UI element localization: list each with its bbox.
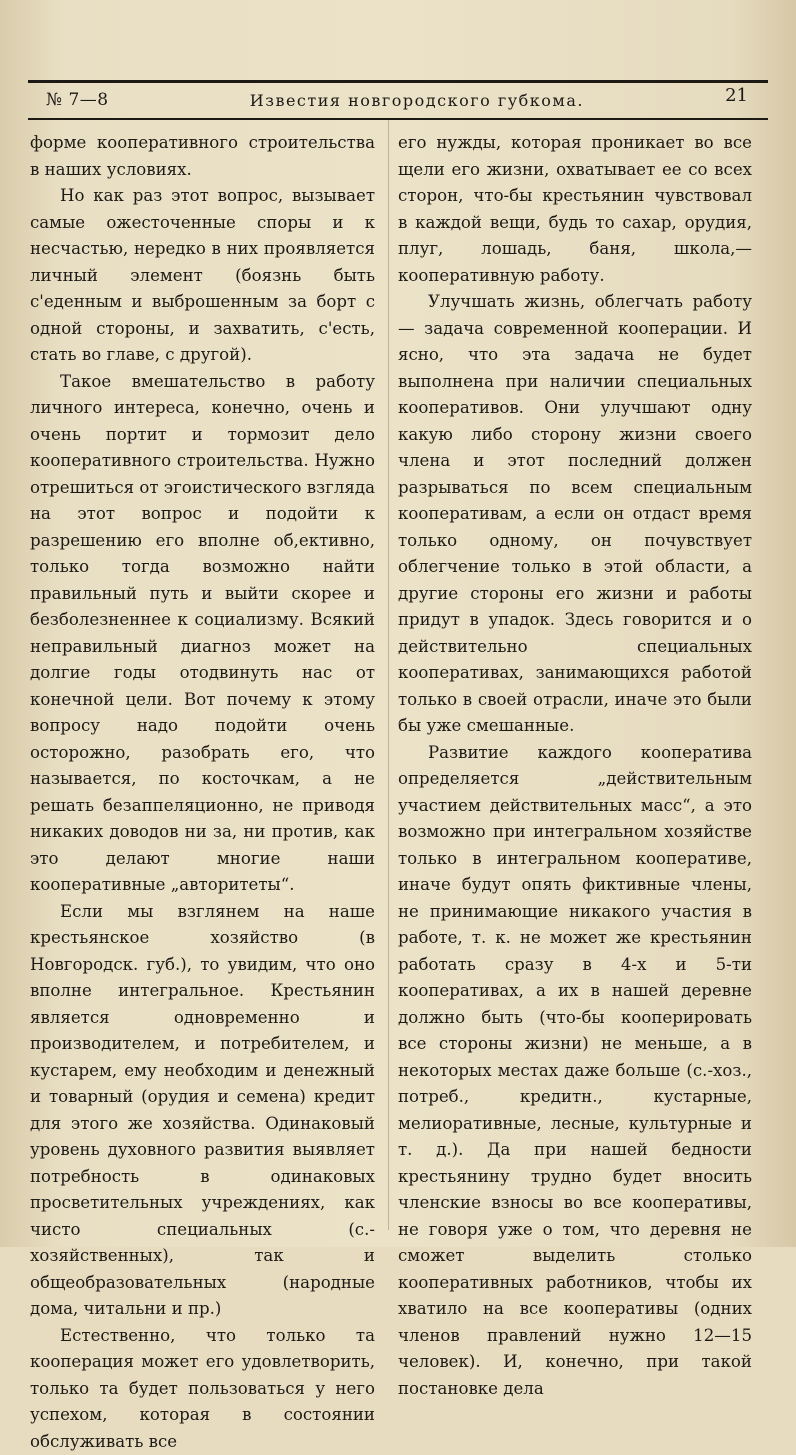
journal-title: Известия новгородского губкома. [250, 91, 584, 110]
paragraph: Развитие каждого кооператива определяется „действительным участием действительных масс“, а это возможно при интегральном хозяйстве только в интегральном кооперативе, иначе будут опять фиктивные члены, не принимающие никакого участия в работе, т. к. не может же крестьянин работать сразу в 4-х и 5-ти кооперативах, а их в нашей деревне должно быть (что-бы кооперировать все стороны жизни) не меньше, а в некоторых местах даже больше (с.-хоз., потреб., кредитн., кустарные, мелиоративные, лесные, культурные и т. д.). Да при нашей бедности крестьянину трудно будет вносить членские взносы во все кооперативы, не говоря уже о том, что деревня не сможет выделить столько кооперативных работников, чтобы их хватило на все кооперативы (одних членов правлений нужно 12—15 человек). И, конечно, при такой постановке дела [398, 740, 752, 1403]
left-column [30, 130, 375, 1455]
paragraph: Если мы взглянем на наше крестьянское хозяйство (в Новгородск. губ.), то увидим, что оно вполне интегральное. Крестьянин является одновременно и производителем, и потребителем, и кустарем, ему необходим и денежный и товарный (орудия и семена) кредит для этого же хозяйства. Одинаковый уровень духовного развития выявляет потребность в одинаковых просветительных учреждениях, как чисто специальных (с.-хозяйственных), так и общеобразовательных (народные дома, читальни и пр.) [30, 899, 375, 1323]
running-header [28, 84, 768, 116]
paragraph: Такое вмешательство в работу личного интереса, конечно, очень и очень портит и тормозит дело кооперативного строительства. Нужно отрешиться от эгоистического взгляда на этот вопрос и подойти к разрешению его вполне об,ективно, только тогда возможно найти правильный путь и выйти скорее и безболезненнее к социализму. Всякий неправильный диагноз может на долгие годы отодвинуть нас от конечной цели. Вот почему к этому вопросу надо подойти очень осторожно, разобрать его, что называется, по косточкам, а не решать безаппеляционно, не приводя никаких доводов ни за, ни против, как это делают многие наши кооперативные „авторитеты“. [30, 369, 375, 899]
paragraph: Естественно, что только та кооперация может его удовлетворить, только та будет пользоваться у него успехом, которая в состоянии обслуживать все [30, 1323, 375, 1455]
header-bottom-rule [28, 118, 768, 120]
paragraph: его нужды, которая проникает во все щели его жизни, охватывает ее со всех сторон, что-бы крестьянин чувствовал в каждой вещи, будь то сахар, орудия, плуг, лошадь, баня, школа,— кооперативную работу. [398, 130, 752, 289]
header-top-rule [28, 80, 768, 83]
paragraph: Улучшать жизнь, облегчать работу— задача современной кооперации. И ясно, что эта задача не будет выполнена при наличии специальных кооперативов. Они улучшают одну какую либо сторону жизни своего члена и этот последний должен разрываться по всем специальным кооперативам, а если он отдаст время только одному, он почувствует облегчение только в этой области, а другие стороны его жизни и работы придут в упадок. Здесь говорится и о действительно специальных кооперативах, занимающихся работой только в своей отрасли, иначе это были бы уже смешанные. [398, 289, 752, 740]
paragraph: форме кооперативного строительства в наших условиях. [30, 130, 375, 183]
page-number: 21 [725, 85, 748, 106]
issue-number: № 7—8 [46, 90, 109, 110]
paragraph: Но как раз этот вопрос, вызывает самые ожесточенные споры и к несчастью, нередко в них проявляется личный элемент (боязнь быть с'еденным и выброшенным за борт с одной стороны, и захватить, с'есть, стать во главе, с другой). [30, 183, 375, 369]
column-divider [388, 120, 389, 1230]
right-column [398, 130, 752, 1402]
